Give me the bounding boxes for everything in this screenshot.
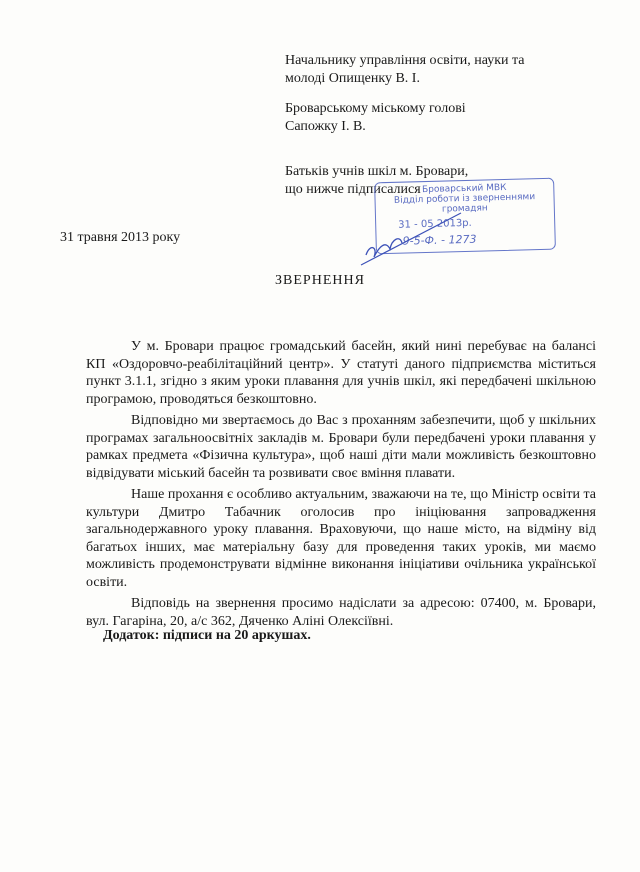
document-title: ЗВЕРНЕННЯ bbox=[275, 273, 365, 288]
document-date: 31 травня 2013 року bbox=[60, 230, 181, 245]
stamp-number: 9-5-Ф. - 1273 bbox=[402, 232, 477, 248]
stamp-date: 31 - 05 2013р. bbox=[398, 217, 472, 231]
addressee-head-of-education: Начальнику управління освіти, науки та молоді Опищенку В. І. bbox=[285, 53, 525, 86]
addressee-mayor: Броварському міському голові Сапожку І. В. bbox=[285, 101, 466, 134]
sender-block: Батьків учнів шкіл м. Бровари, що нижче підписалися bbox=[285, 164, 469, 197]
paragraph: У м. Бровари працює громадський басейн, який нині перебуває на балансі КП «Оздоровчо-реабілітаційний центр». У статуті даного підприємства міститься пункт 3.1.1, згідно з яким уроки плавання для учнів шкіл, які передбачені шкільною програмою, проводяться безкоштовно. bbox=[86, 339, 596, 407]
registration-stamp: Броварський МВК Відділ роботи із зверненнями громадян 31 - 05 2013р. 9-5-Ф. - 1273 bbox=[374, 178, 556, 255]
document-body bbox=[86, 338, 596, 634]
addressee-block bbox=[285, 52, 585, 148]
paragraph: Відповідно ми звертаємось до Вас з проханням забезпечити, щоб у шкільних програмах загальноосвітніх закладів м. Бровари були передбачені уроки плавання у рамках предмета «Фізична культура», щоб наші діти мали можливість безкоштовно відвідувати міський басейн та розвивати своє вміння плавати. bbox=[86, 413, 596, 481]
attachment-note: Додаток: підписи на 20 аркушах. bbox=[103, 628, 311, 643]
paragraph: Наше прохання є особливо актуальним, зважаючи на те, що Міністр освіти та культури Дмитро Табачник оголосив про ініціювання запровадження загальнодержавного уроку плавання. Враховуючи, що наше місто, на відміну від багатьох інших, має матеріальну базу для проведення таких уроків, ми маємо можливість продемонструвати відмінне виконання ініціативи очільника української освіти. bbox=[86, 487, 596, 590]
paragraph: Відповідь на звернення просимо надіслати за адресою: 07400, м. Бровари, вул. Гагаріна, 20, а/с 362, Дяченко Аліні Олексіївні. bbox=[86, 596, 596, 629]
